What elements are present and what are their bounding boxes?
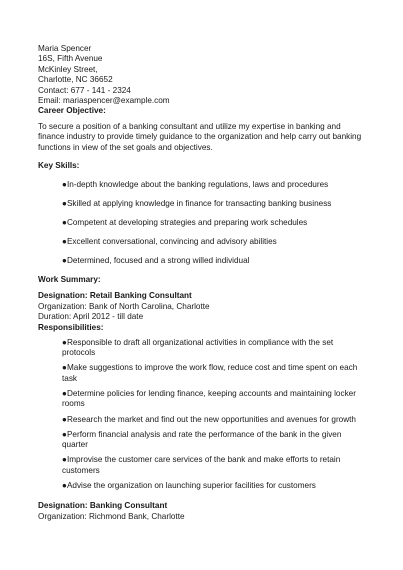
address-line-2: McKinley Street,: [38, 64, 98, 74]
responsibility-item: ●Advise the organization on launching superior facilities for customers: [62, 481, 316, 491]
bullet-icon: ●: [62, 217, 67, 227]
skills-heading: Key Skills:: [38, 161, 80, 171]
job-1-organization: Organization: Bank of North Carolina, Charlotte: [38, 301, 210, 311]
bullet-icon: ●: [62, 236, 67, 246]
job-1-duration: Duration: April 2012 - till date: [38, 312, 144, 322]
objective-text: To secure a position of a banking consultant and utilize my expertise in banking and finance industry to provide timely guidance to the organization and help carry out banking functions in view of the set goals and objectives.: [38, 121, 362, 152]
skill-item: ●Competent at developing strategies and preparing work schedules: [62, 217, 308, 227]
candidate-name: Maria Spencer: [38, 44, 92, 53]
bullet-icon: ●: [62, 198, 67, 208]
bullet-icon: ●: [62, 389, 67, 399]
responsibility-item: ●Make suggestions to improve the work flow, reduce cost and time spent on each task: [62, 363, 358, 383]
bullet-icon: ●: [62, 337, 67, 347]
contact-phone: Contact: 677 - 141 - 2324: [38, 85, 131, 95]
skill-item: ●Excellent conversational, convincing and advisory abilities: [62, 236, 277, 246]
responsibility-item: ●Improvise the customer care services of the bank and make efforts to retain customers: [62, 455, 341, 475]
responsibility-item: ●Perform financial analysis and rate the performance of the bank in the given quarter: [62, 429, 342, 450]
bullet-icon: ●: [62, 255, 67, 265]
responsibility-item: ●Determine policies for lending finance, keeping accounts and maintaining locker rooms: [62, 389, 356, 409]
job-1-designation: Designation: Retail Banking Consultant: [38, 291, 192, 301]
job-2-designation: Designation: Banking Consultant: [38, 501, 168, 511]
skill-item: ●In-depth knowledge about the banking regulations, laws and procedures: [62, 179, 329, 189]
resume-page: [38, 44, 368, 522]
bullet-icon: ●: [62, 179, 67, 189]
contact-email: Email: mariaspencer@example.com: [38, 96, 170, 106]
work-summary-heading: Work Summary:: [38, 275, 101, 284]
skill-item: ●Skilled at applying knowledge in finance for transacting banking business: [62, 198, 332, 208]
bullet-icon: ●: [62, 481, 67, 491]
bullet-icon: ●: [62, 414, 67, 424]
address-line-3: Charlotte, NC 36652: [38, 75, 113, 85]
bullet-icon: ●: [62, 455, 67, 465]
bullet-icon: ●: [62, 363, 67, 373]
responsibility-item: ●Responsible to draft all organizational activities in compliance with the set protocols: [62, 337, 334, 358]
objective-heading: Career Objective:: [38, 106, 106, 116]
skill-item: ●Determined, focused and a strong willed individual: [62, 255, 250, 265]
job-2-organization: Organization: Richmond Bank, Charlotte: [38, 511, 185, 521]
responsibility-item: ●Research the market and find out the new opportunities and avenues for growth: [62, 414, 356, 424]
responsibilities-heading: Responsibilities:: [38, 322, 104, 332]
address-line-1: 16S, Fifth Avenue: [38, 54, 103, 64]
bullet-icon: ●: [62, 429, 67, 439]
